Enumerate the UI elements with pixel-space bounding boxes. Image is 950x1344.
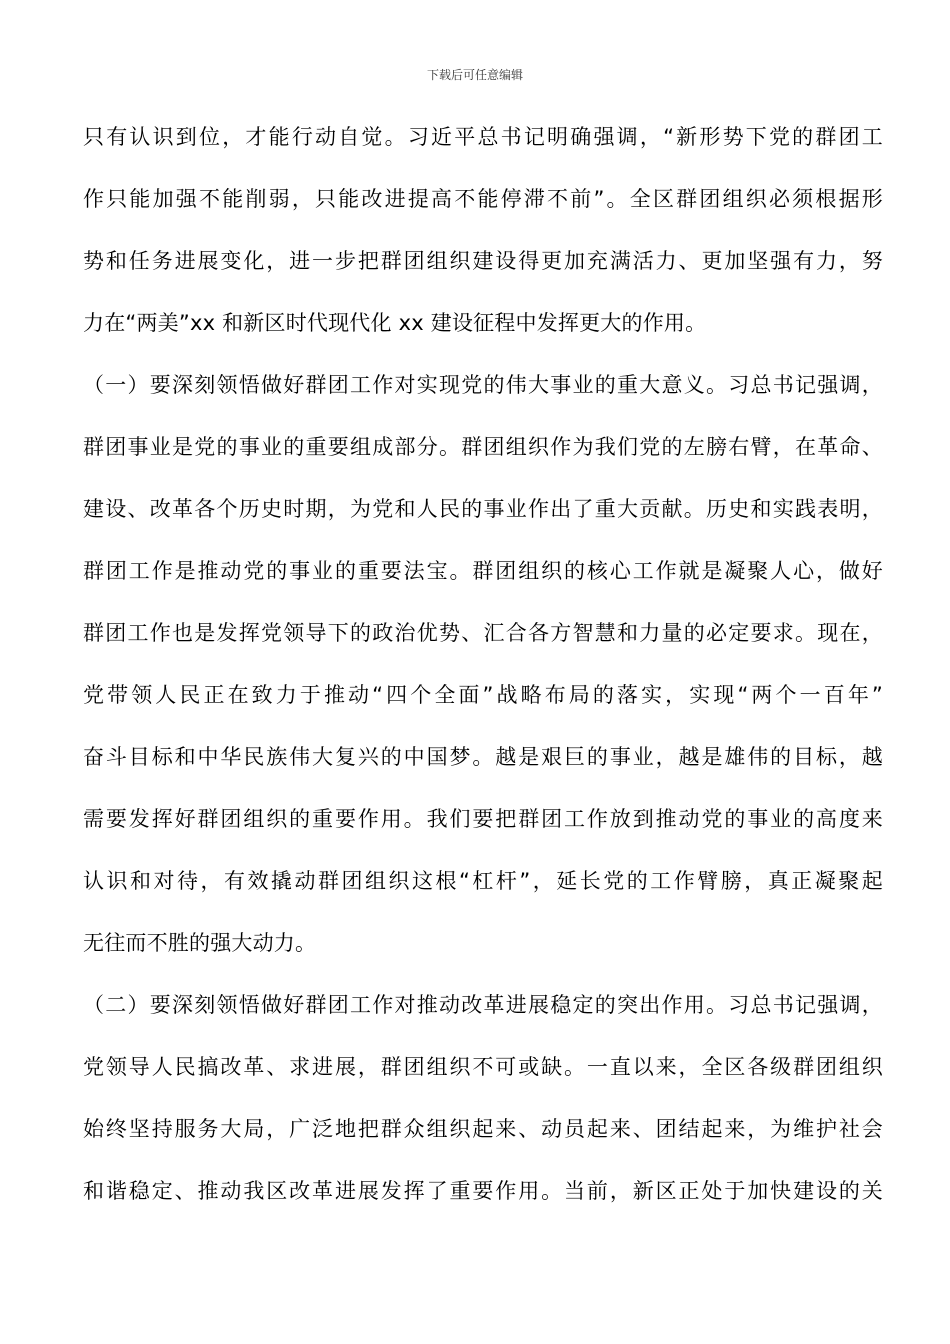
text-line: 势和任务进展变化，进一步把群团组织建设得更加充满活力、更加坚强有力，努	[83, 249, 883, 273]
text-line: 奋斗目标和中华民族伟大复兴的中国梦。越是艰巨的事业，越是雄伟的目标，越	[83, 745, 883, 769]
text-line: 始终坚持服务大局，广泛地把群众组织起来、动员起来、团结起来，为维护社会	[83, 1117, 883, 1141]
text-line: 只有认识到位，才能行动自觉。习近平总书记明确强调，“新形势下党的群团工	[83, 125, 883, 149]
page-header: 下载后可任意编辑	[426, 68, 523, 82]
text-line: 作只能加强不能削弱，只能改进提高不能停滞不前”。全区群团组织必须根据形	[83, 187, 883, 211]
text-line: 无往而不胜的强大动力。	[83, 931, 317, 955]
text-line: 和谐稳定、推动我区改革进展发挥了重要作用。当前，新区正处于加快建设的关	[83, 1179, 883, 1203]
text-line: 群团工作是推动党的事业的重要法宝。群团组织的核心工作就是凝聚人心，做好	[83, 559, 883, 583]
text-line: （一）要深刻领悟做好群团工作对实现党的伟大事业的重大意义。习总书记强调，	[83, 373, 883, 397]
text-line: 党领导人民搞改革、求进展，群团组织不可或缺。一直以来，全区各级群团组织	[83, 1055, 883, 1079]
text-line: 需要发挥好群团组织的重要作用。我们要把群团工作放到推动党的事业的高度来	[83, 807, 883, 831]
text-line: 建设、改革各个历史时期，为党和人民的事业作出了重大贡献。历史和实践表明，	[83, 497, 883, 521]
text-line: 力在“两美”xx 和新区时代现代化 xx 建设征程中发挥更大的作用。	[83, 311, 707, 335]
text-line: 认识和对待，有效撬动群团组织这根“杠杆”，延长党的工作臂膀，真正凝聚起	[83, 869, 883, 893]
text-line: 群团工作也是发挥党领导下的政治优势、汇合各方智慧和力量的必定要求。现在，	[83, 621, 883, 645]
text-line: 党带领人民正在致力于推动“四个全面”战略布局的落实，实现“两个一百年”	[83, 683, 883, 707]
text-line: （二）要深刻领悟做好群团工作对推动改革进展稳定的突出作用。习总书记强调，	[83, 993, 883, 1017]
document-body	[83, 110, 883, 1226]
text-line: 群团事业是党的事业的重要组成部分。群团组织作为我们党的左膀右臂，在革命、	[83, 435, 883, 459]
